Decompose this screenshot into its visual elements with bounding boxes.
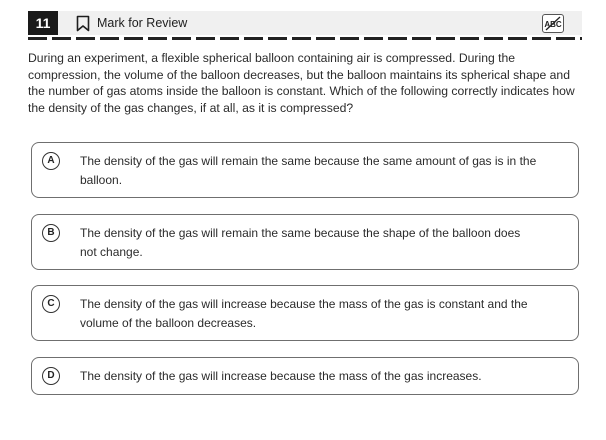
question-header (28, 11, 582, 35)
choice-text-c: The density of the gas will increase because the mass of the gas is constant and the volume of the balloon decreases. (80, 297, 528, 330)
choice-letter-d: D (42, 367, 60, 385)
answer-choice-d[interactable] (31, 357, 579, 395)
question-number: 11 (28, 11, 58, 35)
answer-choice-c[interactable] (31, 285, 579, 341)
choice-text-a: The density of the gas will remain the same because the same amount of gas is in the balloon. (80, 154, 537, 187)
mark-for-review-button[interactable]: Mark for Review (97, 16, 188, 30)
answer-choice-a[interactable] (31, 142, 579, 198)
header-divider (28, 37, 582, 40)
question-text: During an experiment, a flexible spherical balloon containing air is compressed. During the compression, the volume of the balloon decreases, but the balloon maintains its spherical shape and the number of gas atoms inside the balloon is constant. Which of the following correctly indicates how the density of the gas changes, if at all, as it is compressed? (28, 51, 575, 115)
choice-text-b: The density of the gas will remain the same because the shape of the balloon does not change. (80, 226, 521, 259)
answer-eliminator-button[interactable] (542, 14, 564, 33)
choice-letter-c: C (42, 295, 60, 313)
choice-text-d: The density of the gas will increase because the mass of the gas increases. (80, 369, 482, 383)
abc-strikethrough-icon (543, 15, 563, 32)
choice-letter-a: A (42, 152, 60, 170)
eliminator-label: ABC (544, 20, 562, 29)
choice-letter-b: B (42, 224, 60, 242)
bookmark-icon[interactable] (76, 15, 90, 32)
answer-choice-b[interactable] (31, 214, 579, 270)
